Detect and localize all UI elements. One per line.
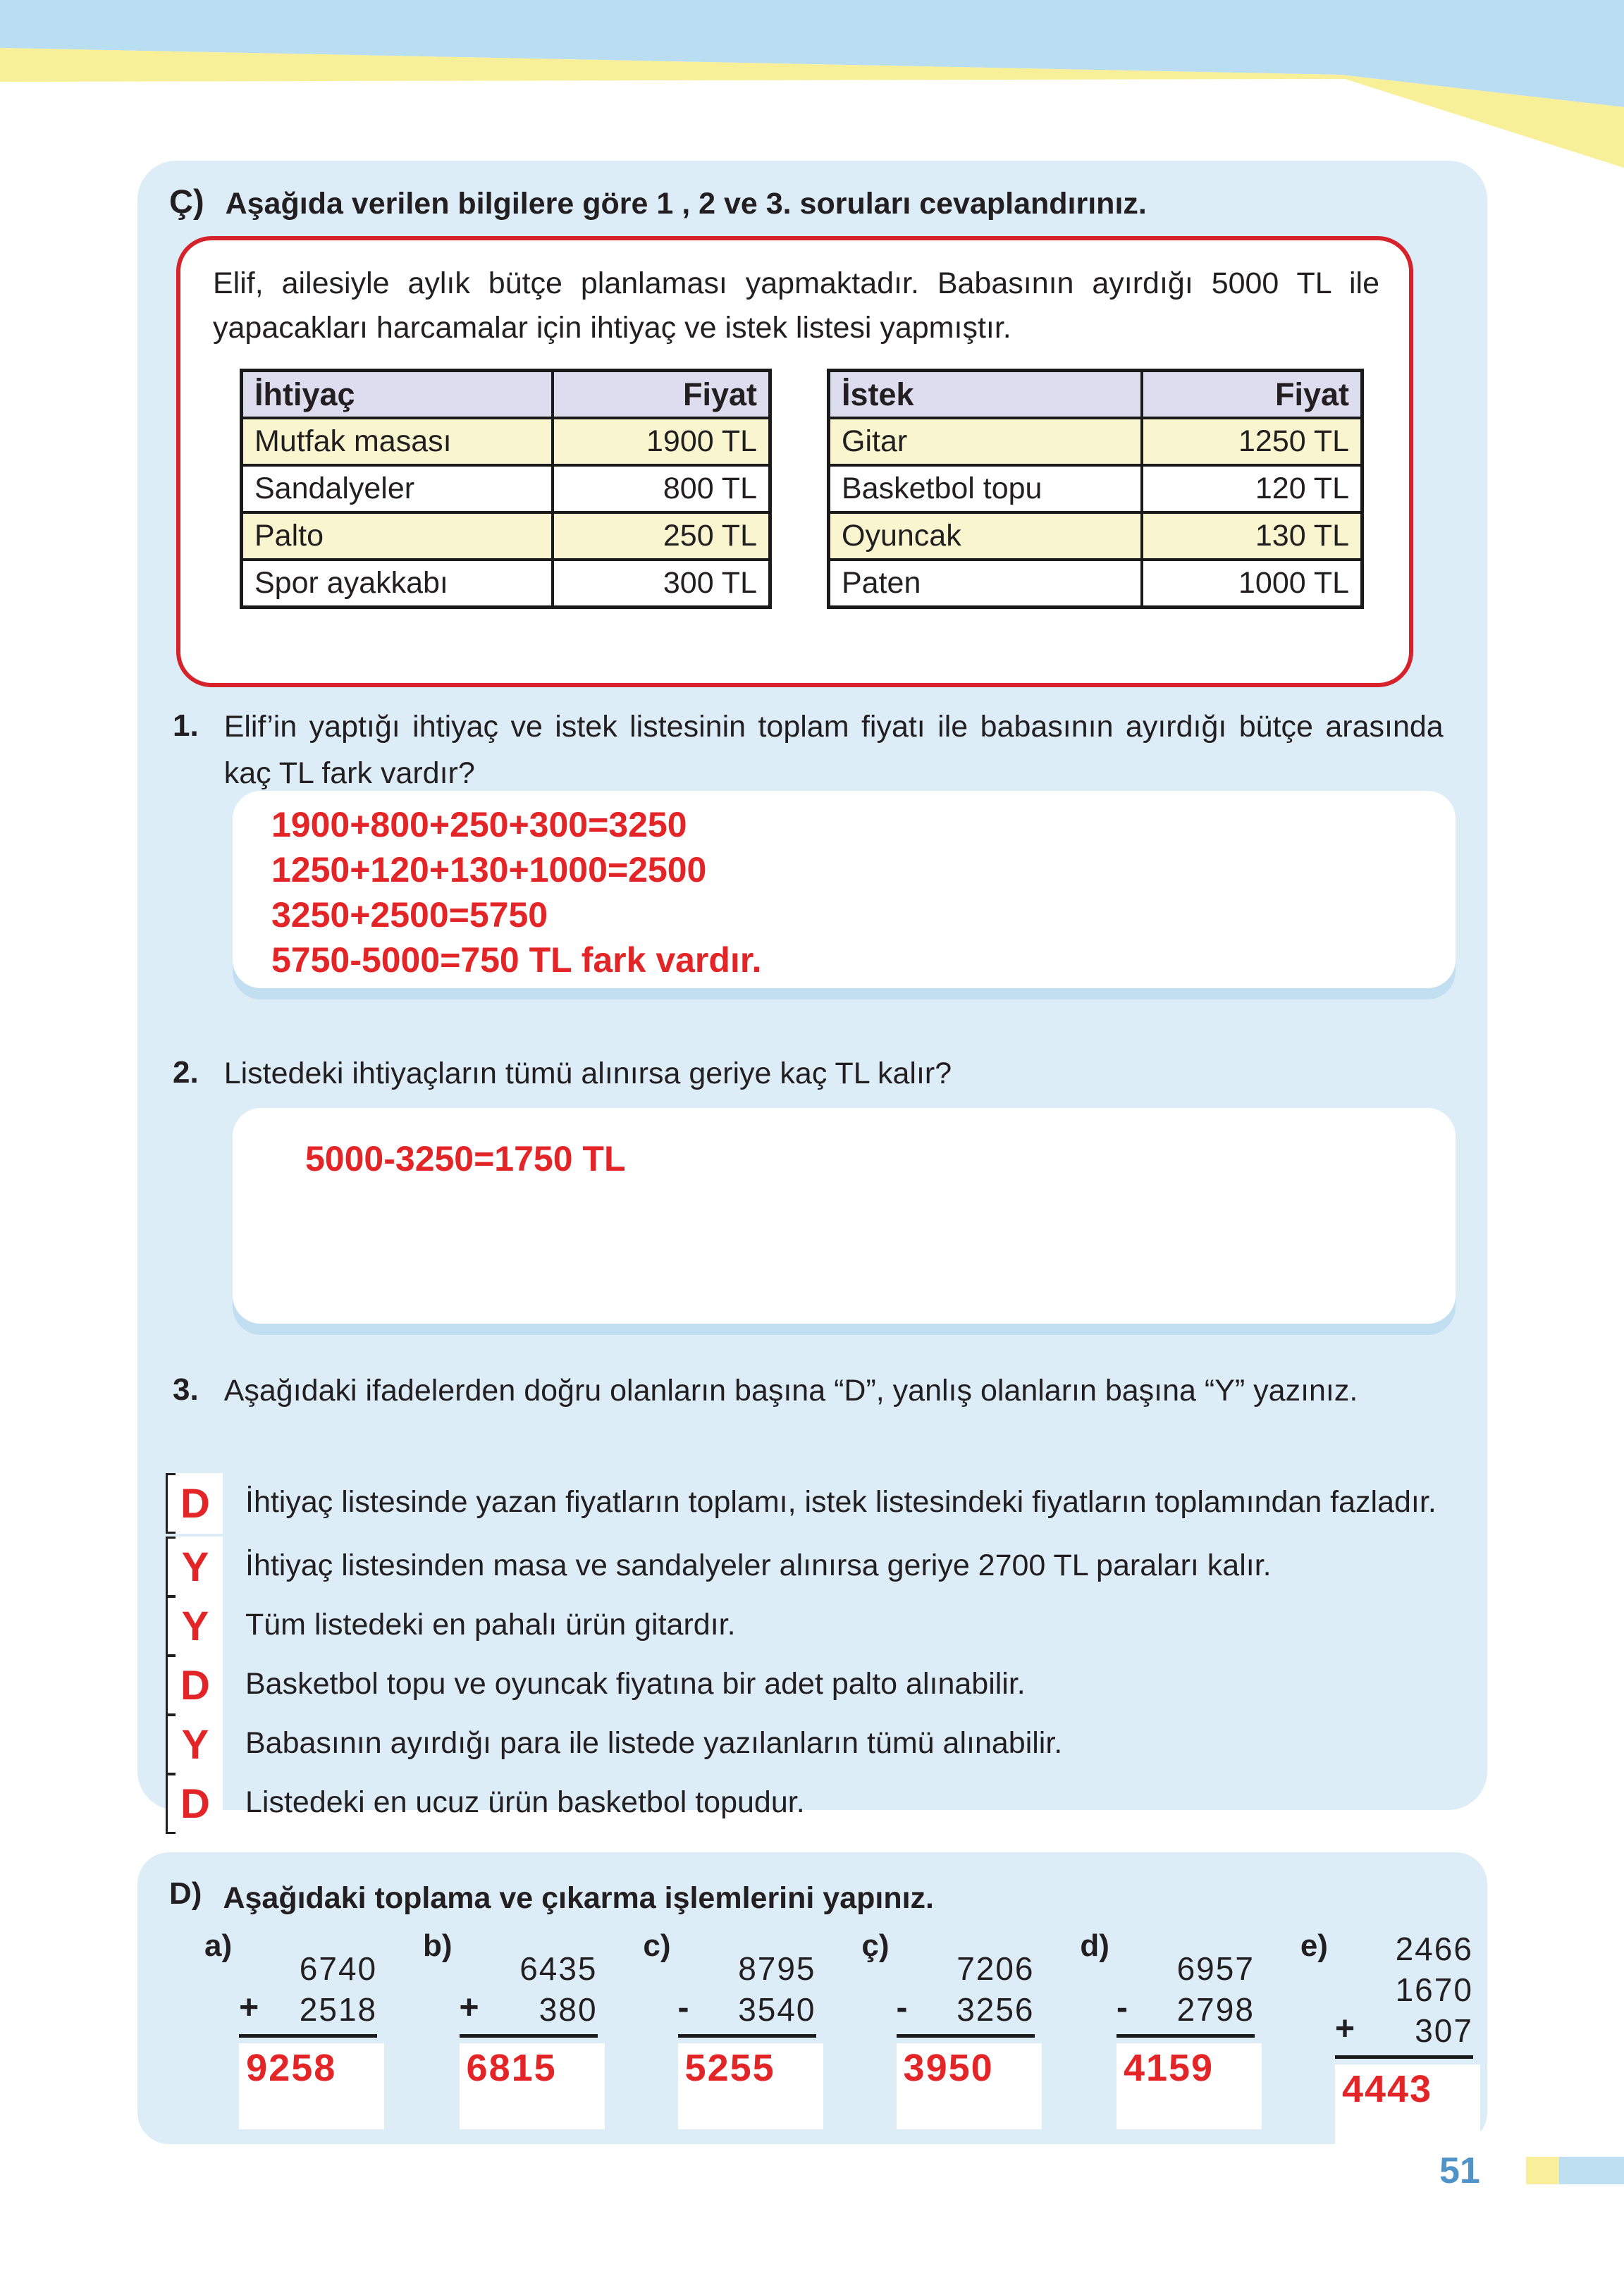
operand: 3540 (738, 1991, 816, 2028)
question-2 (173, 1050, 1444, 1097)
info-box (176, 236, 1413, 687)
operand: 380 (539, 1991, 598, 2028)
minus-sign: - (1116, 1989, 1128, 2026)
wants-table-header-item: İstek (829, 371, 1143, 419)
item-cell: Sandalyeler (242, 465, 553, 512)
needs-table-header-price: Fiyat (553, 371, 770, 419)
answer-mark-box (166, 1596, 223, 1656)
section-d-panel (137, 1852, 1487, 2144)
section-c-title: Aşağıda verilen bilgilere göre 1 , 2 ve 3. soruları cevaplandırınız. (225, 187, 1147, 221)
needs-table-header-item: İhtiyaç (242, 371, 553, 419)
problem-label: ç) (861, 1928, 890, 1963)
tables-row (240, 369, 1409, 609)
operand: 1670 (1395, 1971, 1473, 2008)
intro-paragraph: Elif, ailesiyle aylık bütçe planlaması yapmaktadır. Babasının ayırdığı 5000 TL ile yapacakları harcamalar için ihtiyaç ve istek listesi yapmıştır. (213, 266, 1379, 345)
question-3 (173, 1367, 1444, 1414)
price-cell: 800 TL (553, 465, 770, 512)
footer-blue-strip (1559, 2157, 1624, 2184)
table-row (829, 418, 1362, 465)
item-cell: Paten (829, 560, 1143, 608)
operand-column (897, 1948, 1035, 2030)
price-cell: 250 TL (553, 512, 770, 560)
statement-row (166, 1600, 1484, 1656)
sum-rule (239, 2034, 377, 2038)
problem-answer: 5255 (678, 2043, 823, 2129)
q1-answer-line: 3250+2500=5750 (271, 895, 548, 935)
statement-text: İhtiyaç listesinde yazan fiyatların toplamı, istek listesindeki fiyatların toplamından fazladır. (245, 1485, 1437, 1519)
problem-label: e) (1300, 1928, 1328, 1963)
operand: 307 (1415, 2012, 1473, 2049)
table-row (829, 560, 1362, 608)
operand: 6435 (519, 1950, 598, 1987)
problem-answer: 6815 (460, 2043, 605, 2129)
statement-text: Babasının ayırdığı para ile listede yazılanların tümü alınabilir. (245, 1726, 1063, 1760)
section-c-panel (137, 161, 1487, 1827)
operand: 2466 (1395, 1931, 1473, 1967)
top-decoration (0, 0, 1624, 169)
price-cell: 1250 TL (1142, 418, 1362, 465)
operand-column (678, 1948, 816, 2030)
problem-label: b) (423, 1928, 453, 1963)
question-3-text: Aşağıdaki ifadelerden doğru olanların başına “D”, yanlış olanların başına “Y” yazınız. (223, 1374, 1358, 1408)
problem-label: a) (204, 1928, 233, 1963)
question-2-number: 2. (173, 1055, 199, 1090)
question-1 (173, 703, 1444, 796)
operand-column (460, 1948, 598, 2030)
problem-answer: 4159 (1116, 2043, 1262, 2129)
question-1-number: 1. (173, 708, 199, 743)
problem-c-cedilla (861, 1928, 1034, 2150)
question-1-text: Elif’in yaptığı ihtiyaç ve istek listesinin toplam fiyatı ile babasının ayırdığı bütçe arasında kaç TL fark vardır? (223, 710, 1444, 790)
sum-rule (1335, 2055, 1473, 2059)
statement-row (166, 1778, 1484, 1834)
q1-answer-line: 5750-5000=750 TL fark vardır. (271, 940, 762, 980)
sum-rule (897, 2034, 1035, 2038)
sum-rule (1116, 2034, 1255, 2038)
statement-row (166, 1541, 1484, 1597)
statement-row (166, 1477, 1484, 1534)
minus-sign: - (896, 1989, 908, 2026)
answer-box-1 (233, 791, 1456, 988)
problem-label: d) (1080, 1928, 1109, 1963)
operand-column (239, 1948, 377, 2030)
needs-table-header-row (242, 371, 770, 419)
section-d-header (169, 1876, 934, 1918)
answer-mark-box (166, 1773, 223, 1834)
item-cell: Spor ayakkabı (242, 560, 553, 608)
section-c-header (169, 182, 1147, 223)
section-c-label: Ç) (169, 183, 204, 220)
wants-table-header-row (829, 371, 1362, 419)
item-cell: Basketbol topu (829, 465, 1143, 512)
table-row (242, 418, 770, 465)
minus-sign: - (677, 1989, 689, 2026)
problem-a (204, 1928, 377, 2150)
table-row (242, 465, 770, 512)
price-cell: 130 TL (1142, 512, 1362, 560)
problem-label: c) (643, 1928, 671, 1963)
true-false-mark: Y (181, 1721, 209, 1768)
operand: 6957 (1176, 1950, 1255, 1987)
wants-table-header-price: Fiyat (1142, 371, 1362, 419)
answer-box-2 (233, 1108, 1456, 1324)
footer-yellow-strip (1526, 2157, 1559, 2184)
operand-column (1335, 1928, 1473, 2051)
plus-sign: + (459, 1989, 479, 2026)
statement-row (166, 1659, 1484, 1716)
operand: 7206 (956, 1950, 1035, 1987)
page-number: 51 (1439, 2150, 1480, 2191)
true-false-mark: Y (181, 1544, 209, 1590)
problem-answer: 4443 (1335, 2064, 1480, 2150)
answer-mark-box (166, 1473, 223, 1534)
item-cell: Mutfak masası (242, 418, 553, 465)
true-false-mark: D (180, 1662, 210, 1709)
item-cell: Palto (242, 512, 553, 560)
operand: 2518 (299, 1991, 378, 2028)
true-false-mark: D (180, 1480, 210, 1527)
wants-table (827, 369, 1364, 609)
operand: 2798 (1176, 1991, 1255, 2028)
problem-answer: 9258 (239, 2043, 384, 2129)
price-cell: 300 TL (553, 560, 770, 608)
operand: 8795 (738, 1950, 816, 1987)
price-cell: 1900 TL (553, 418, 770, 465)
price-cell: 120 TL (1142, 465, 1362, 512)
question-3-number: 3. (173, 1372, 199, 1407)
problem-d (1080, 1928, 1255, 2150)
statement-text: Basketbol topu ve oyuncak fiyatına bir adet palto alınabilir. (245, 1667, 1026, 1701)
operand: 3256 (956, 1991, 1035, 2028)
problem-answer: 3950 (897, 2043, 1042, 2129)
price-cell: 1000 TL (1142, 560, 1362, 608)
q1-answer-line: 1250+120+130+1000=2500 (271, 850, 707, 889)
answer-mark-box (166, 1714, 223, 1775)
table-row (242, 512, 770, 560)
answer-mark-box (166, 1537, 223, 1597)
table-row (829, 465, 1362, 512)
question-2-text: Listedeki ihtiyaçların tümü alınırsa geriye kaç TL kalır? (223, 1057, 952, 1090)
section-d-title: Aşağıdaki toplama ve çıkarma işlemlerini yapınız. (223, 1881, 934, 1915)
operand-column (1116, 1948, 1255, 2030)
sum-rule (460, 2034, 598, 2038)
problem-b (423, 1928, 598, 2150)
statement-row (166, 1718, 1484, 1775)
item-cell: Oyuncak (829, 512, 1143, 560)
table-row (242, 560, 770, 608)
operand: 6740 (299, 1950, 378, 1987)
table-row (829, 512, 1362, 560)
true-false-mark: D (180, 1780, 210, 1827)
plus-sign: + (1334, 2010, 1355, 2048)
sum-rule (678, 2034, 816, 2038)
item-cell: Gitar (829, 418, 1143, 465)
true-false-mark: Y (181, 1603, 209, 1649)
section-d-label: D) (169, 1876, 202, 1911)
statement-text: Tüm listedeki en pahalı ürün gitardır. (245, 1608, 736, 1642)
plus-sign: + (239, 1989, 259, 2026)
needs-table (240, 369, 772, 609)
answer-mark-box (166, 1655, 223, 1716)
q1-answer-line: 1900+800+250+300=3250 (271, 805, 687, 844)
problems-row (204, 1928, 1473, 2150)
statement-text: İhtiyaç listesinden masa ve sandalyeler alınırsa geriye 2700 TL paraları kalır. (245, 1549, 1272, 1582)
statements-list (166, 1477, 1484, 1837)
q2-answer-line: 5000-3250=1750 TL (305, 1139, 626, 1178)
problem-e (1300, 1928, 1473, 2150)
statement-text: Listedeki en ucuz ürün basketbol topudur. (245, 1785, 805, 1819)
problem-c (643, 1928, 816, 2150)
